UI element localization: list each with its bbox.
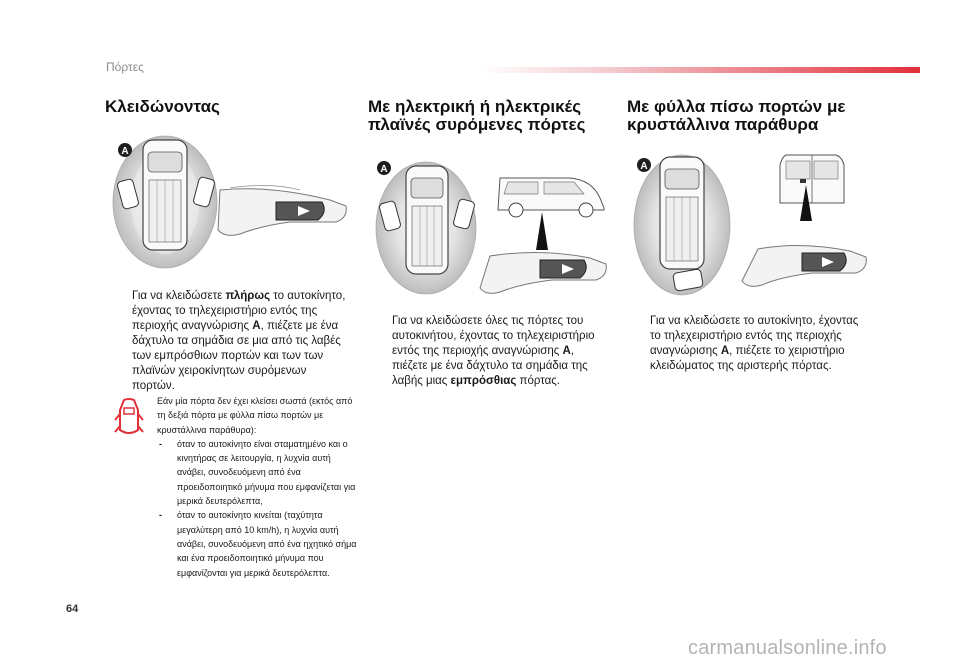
illustration-rear-glazed — [630, 145, 870, 305]
door-open-warning-icon — [114, 396, 144, 440]
section-label: Πόρτες — [106, 60, 144, 74]
illustration-electric-sliding — [370, 150, 610, 300]
note-item: - όταν το αυτοκίνητο είναι σταματημένο και ο κινητήρας σε λειτουργία, η λυχνία αυτή ανάβει, συνοδευόμενη από ένα προειδοποιητικό μήνυμα που εμφανίζεται για μερικά δευτερόλεπτα, — [159, 438, 356, 507]
note-intro: Εάν μία πόρτα δεν έχει κλείσει σωστά (εκτός από τη δεξιά πόρτα με φύλλα πίσω πορτών με κρυστάλλινα παράθυρα): — [157, 396, 353, 435]
zone-label-a: A — [380, 164, 388, 175]
title-rear-glazed-doors: Με φύλλα πίσω πορτών με κρυστάλλινα παράθυρα — [627, 97, 846, 134]
zone-label-a: A — [640, 161, 648, 172]
bullet-electric-sliding: Για να κλειδώσετε όλες τις πόρτες του αυτοκινήτου, έχοντας το τηλεχειριστήριο εντός της περιοχής αναγνώρισης A, πιέζετε με ένα δάχτυλο τα σημάδια της λαβής μιας εμπρόσθιας πόρτας. — [392, 315, 595, 387]
bullet-locking: Για να κλειδώσετε πλήρως το αυτοκίνητο, έχοντας το τηλεχειριστήριο εντός της περιοχής αναγνώρισης A, πιέζετε με ένα δάχτυλο τα σημάδια σε μια από τις λαβές των εμπρόσθιων πορτών και των των πλαϊνών χειροκίνητων συρόμενων πορτών. — [132, 290, 346, 392]
bullet-rear-glazed: Για να κλειδώσετε το αυτοκίνητο, έχοντας το τηλεχειριστήριο εντός της περιοχής αναγνώρισης A, πιέζετε το χειριστήριο κλειδώματος της αριστερής πόρτας. — [650, 315, 859, 372]
title-locking: Κλειδώνοντας — [105, 97, 220, 116]
zone-label-a: A — [121, 146, 129, 157]
illustration-locking — [100, 130, 352, 278]
header-accent-bar — [480, 67, 920, 73]
page-number: 64 — [66, 603, 79, 615]
warning-note — [157, 394, 357, 580]
title-electric-sliding-doors: Με ηλεκτρική ή ηλεκτρικές πλαϊνές συρόμενες πόρτες — [368, 97, 586, 134]
note-item: - όταν το αυτοκίνητο κινείται (ταχύτητα μεγαλύτερη από 10 km/h), η λυχνία αυτή ανάβει, συνοδευόμενη από ένα ηχητικό σήμα και ένα προειδοποιητικό μήνυμα που εμφανίζονται για μερικά δευτερόλεπτα. — [159, 510, 357, 578]
watermark: carmanualsonline.info — [688, 637, 887, 659]
